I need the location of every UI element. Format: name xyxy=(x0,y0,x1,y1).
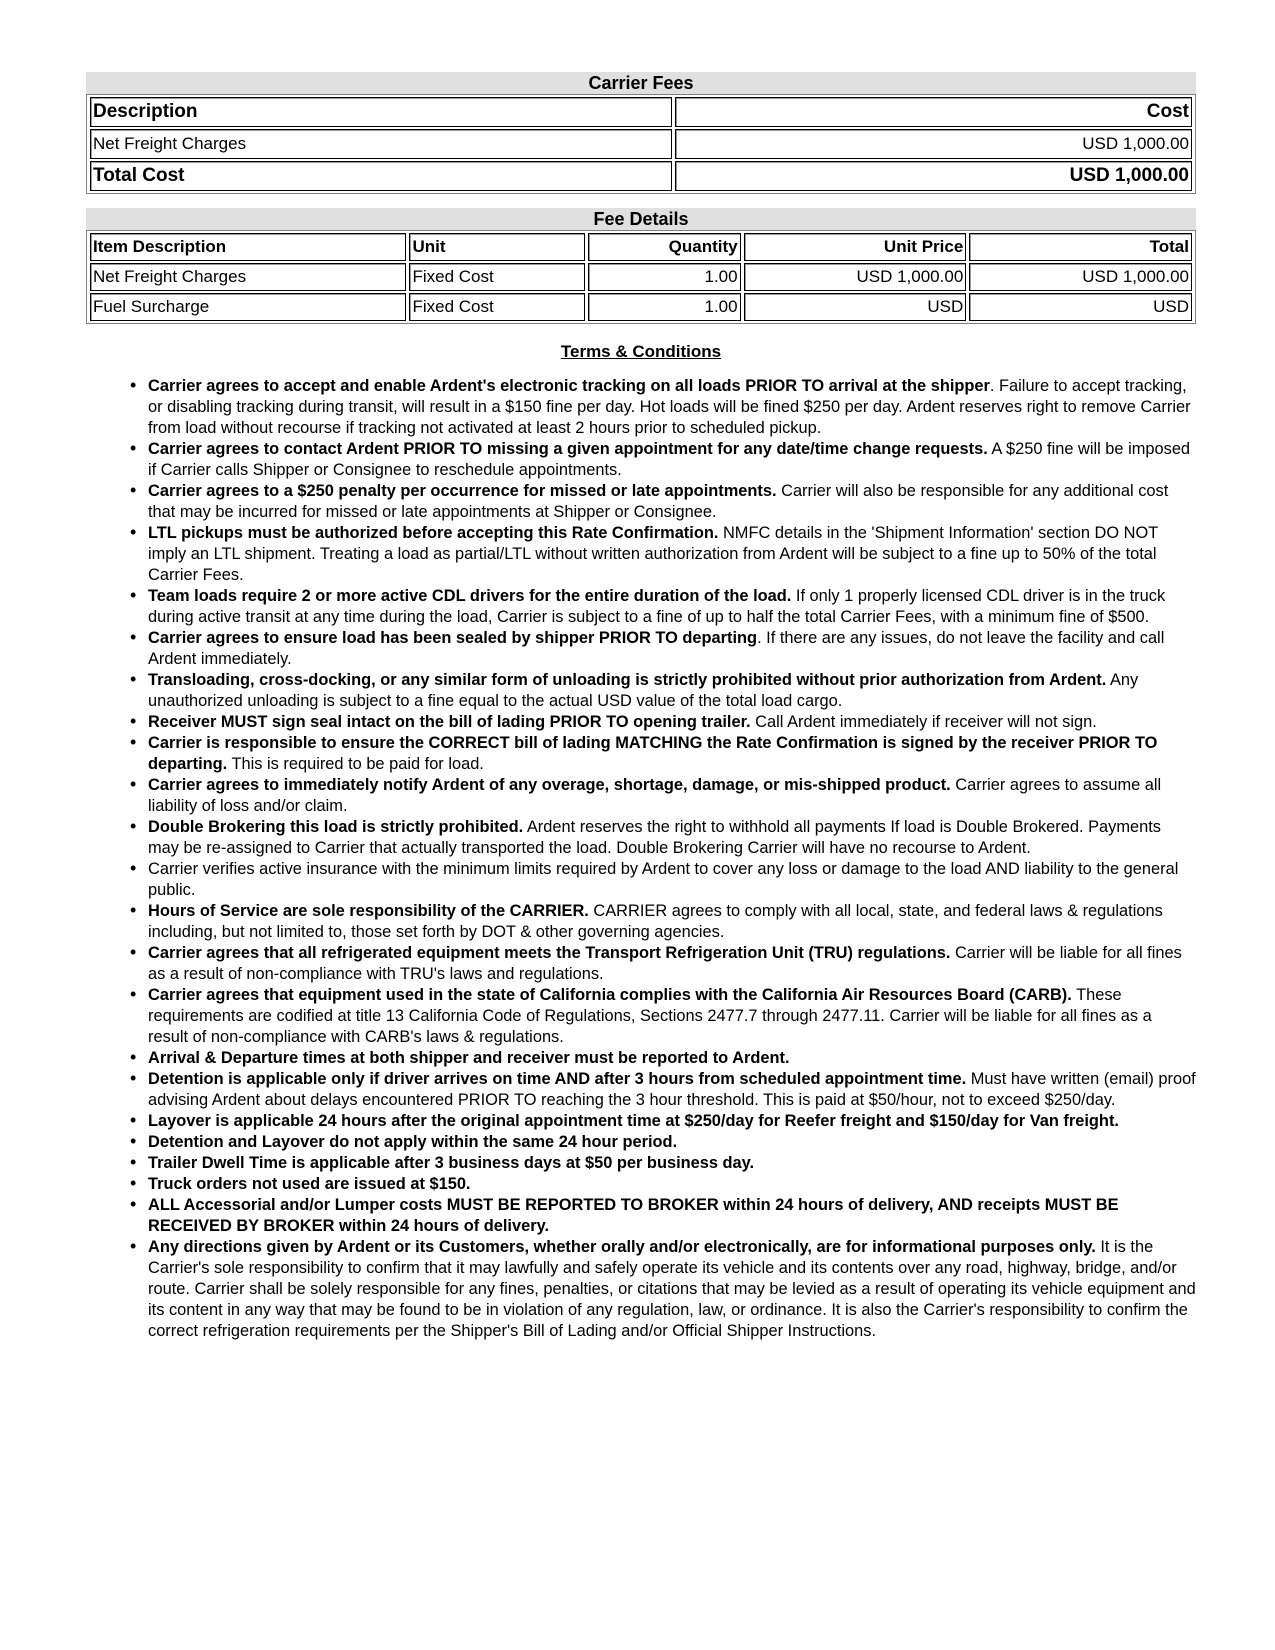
term-emphasis: Carrier agrees to a $250 penalty per occurrence for missed or late appointments. xyxy=(148,482,777,500)
term-emphasis: Trailer Dwell Time is applicable after 3 business days at $50 per business day. xyxy=(148,1154,755,1172)
list-item xyxy=(148,523,1196,586)
column-header-item-description: Item Description xyxy=(90,233,406,261)
unit-cell: Fixed Cost xyxy=(409,293,585,321)
term-emphasis: Any directions given by Ardent or its Customers, whether orally and/or electronically, are for informational purposes only. xyxy=(148,1238,1096,1256)
table-row xyxy=(90,129,1192,159)
term-emphasis: Arrival & Departure times at both shipper and receiver must be reported to Ardent. xyxy=(148,1049,790,1067)
list-item xyxy=(148,1237,1196,1342)
term-text: Ardent reserves the right to withhold all payments If load is Double Brokered. Payments may be re-assigned to Carrier that actually transported the load. Double Brokering Carrier will have no recourse to Ardent. xyxy=(148,818,1161,857)
unit-cell: Fixed Cost xyxy=(409,263,585,291)
total-cell: USD xyxy=(969,293,1192,321)
term-emphasis: Hours of Service are sole responsibility of the CARRIER. xyxy=(148,902,589,920)
term-emphasis: Receiver MUST sign seal intact on the bill of lading PRIOR TO opening trailer. xyxy=(148,713,751,731)
term-text: Call Ardent immediately if receiver will not sign. xyxy=(750,713,1097,731)
list-item xyxy=(148,1069,1196,1111)
term-emphasis: Transloading, cross-docking, or any similar form of unloading is strictly prohibited without prior authorization from Ardent. xyxy=(148,671,1107,689)
table-header-row xyxy=(90,97,1192,127)
term-emphasis: Team loads require 2 or more active CDL drivers for the entire duration of the load. xyxy=(148,587,792,605)
unit-price-cell: USD xyxy=(744,293,967,321)
list-item xyxy=(148,985,1196,1048)
column-header-unit: Unit xyxy=(409,233,585,261)
carrier-fees-table xyxy=(86,94,1196,194)
list-item xyxy=(148,775,1196,817)
term-text: This is required to be paid for load. xyxy=(227,755,484,773)
total-row xyxy=(90,161,1192,191)
table-row xyxy=(90,263,1192,291)
term-text: Carrier will also be responsible for any additional cost that may be incurred for missed or late appointments at Shipper or Consignee. xyxy=(148,482,1169,521)
fee-details-table xyxy=(86,230,1196,324)
term-emphasis: Carrier agrees to accept and enable Ardent's electronic tracking on all loads PRIOR TO arrival at the shipper xyxy=(148,377,990,395)
term-emphasis: Carrier agrees to ensure load has been sealed by shipper PRIOR TO departing xyxy=(148,629,758,647)
column-header-cost: Cost xyxy=(675,97,1192,127)
term-text: These requirements are codified at title 13 California Code of Regulations, Sections 2477.7 through 2477.11. Carrier will be liable for all fines as a result of non-compliance with CARB's laws & regulations. xyxy=(148,986,1152,1046)
term-text: It is the Carrier's sole responsibility to confirm that it may lawfully and safely operate its vehicle and its contents over any road, highway, bridge, and/or route. Carrier shall be solely responsible for any fines, penalties, or citations that may be levied as a result of operating its vehicle equipment and its content in any way that may be found to be in violation of any regulation, law, or ordinance. It is also the Carrier's responsibility to confirm the correct refrigeration requirements per the Shipper's Bill of Lading and/or Official Shipper Instructions. xyxy=(148,1238,1196,1340)
term-emphasis: Carrier agrees to immediately notify Ardent of any overage, shortage, damage, or mis-shipped product. xyxy=(148,776,951,794)
column-header-description: Description xyxy=(90,97,672,127)
quantity-cell: 1.00 xyxy=(588,263,740,291)
term-emphasis: Double Brokering this load is strictly prohibited. xyxy=(148,818,524,836)
term-emphasis: LTL pickups must be authorized before accepting this Rate Confirmation. xyxy=(148,524,719,542)
total-label: Total Cost xyxy=(90,161,672,191)
list-item xyxy=(148,628,1196,670)
list-item xyxy=(148,859,1196,901)
terms-title: Terms & Conditions xyxy=(560,342,722,361)
table-header-row xyxy=(90,233,1192,261)
list-item xyxy=(148,817,1196,859)
column-header-unit-price: Unit Price xyxy=(744,233,967,261)
list-item xyxy=(148,1048,1196,1069)
column-header-quantity: Quantity xyxy=(588,233,740,261)
term-text: Carrier will be liable for all fines as a result of non-compliance with TRU's laws and regulations. xyxy=(148,944,1182,983)
term-text: If only 1 properly licensed CDL driver is in the truck during active transit at any time during the load, Carrier is subject to a fine of up to half the total Carrier Fees, with a minimum fine of $500. xyxy=(148,587,1166,626)
quantity-cell: 1.00 xyxy=(588,293,740,321)
term-emphasis: Carrier is responsible to ensure the CORRECT bill of lading MATCHING the Rate Confirmation is signed by the receiver PRIOR TO departing. xyxy=(148,734,1158,773)
list-item xyxy=(148,439,1196,481)
term-text: A $250 fine will be imposed if Carrier calls Shipper or Consignee to reschedule appointments. xyxy=(148,440,1191,479)
fee-cost-cell: USD 1,000.00 xyxy=(675,129,1192,159)
term-text: Any unauthorized unloading is subject to a fine equal to the actual USD value of the total load cargo. xyxy=(148,671,1139,710)
term-emphasis: Carrier agrees to contact Ardent PRIOR TO missing a given appointment for any date/time change requests. xyxy=(148,440,988,458)
table-row xyxy=(90,293,1192,321)
term-emphasis: Layover is applicable 24 hours after the original appointment time at $250/day for Reefer freight and $150/day for Van freight. xyxy=(148,1112,1119,1130)
list-item xyxy=(148,586,1196,628)
term-text: CARRIER agrees to comply with all local, state, and federal laws & regulations including, but not limited to, those set forth by DOT & other governing agencies. xyxy=(148,902,1163,941)
list-item xyxy=(148,1153,1196,1174)
list-item xyxy=(148,1174,1196,1195)
term-text: Must have written (email) proof advising Ardent about delays encountered PRIOR TO reaching the 3 hour threshold. This is paid at $50/hour, not to exceed $250/day. xyxy=(148,1070,1196,1109)
list-item xyxy=(148,481,1196,523)
list-item xyxy=(148,712,1196,733)
term-text: . Failure to accept tracking, or disabling tracking during transit, will result in a $150 fine per day. Hot loads will be fined $250 per day. Ardent reserves right to remove Carrier from load without recourse if tracking not activated at least 2 hours prior to scheduled pickup. xyxy=(148,377,1191,437)
list-item xyxy=(148,901,1196,943)
list-item xyxy=(148,1132,1196,1153)
term-emphasis: Detention is applicable only if driver arrives on time AND after 3 hours from scheduled appointment time. xyxy=(148,1070,967,1088)
list-item xyxy=(148,1195,1196,1237)
term-text: NMFC details in the 'Shipment Information' section DO NOT imply an LTL shipment. Treating a load as partial/LTL without written authorization from Ardent will be subject to a fine up to 50% of the total Carrier Fees. xyxy=(148,524,1158,584)
term-emphasis: Carrier agrees that equipment used in the state of California complies with the California Air Resources Board (CARB). xyxy=(148,986,1072,1004)
total-value: USD 1,000.00 xyxy=(675,161,1192,191)
list-item xyxy=(148,733,1196,775)
term-emphasis: Carrier agrees that all refrigerated equipment meets the Transport Refrigeration Unit (TRU) regulations. xyxy=(148,944,951,962)
fee-description-cell: Net Freight Charges xyxy=(90,129,672,159)
term-text: . If there are any issues, do not leave the facility and call Ardent immediately. xyxy=(148,629,1165,668)
document-page xyxy=(86,72,1196,1342)
unit-price-cell: USD 1,000.00 xyxy=(744,263,967,291)
term-text: Carrier agrees to assume all liability of loss and/or claim. xyxy=(148,776,1162,815)
term-emphasis: Truck orders not used are issued at $150. xyxy=(148,1175,471,1193)
term-emphasis: Detention and Layover do not apply within the same 24 hour period. xyxy=(148,1133,678,1151)
list-item xyxy=(148,1111,1196,1132)
list-item xyxy=(148,670,1196,712)
list-item xyxy=(148,376,1196,439)
terms-list xyxy=(86,376,1196,1342)
carrier-fees-title: Carrier Fees xyxy=(86,72,1196,94)
list-item xyxy=(148,943,1196,985)
item-description-cell: Net Freight Charges xyxy=(90,263,406,291)
term-text: Carrier verifies active insurance with the minimum limits required by Ardent to cover any loss or damage to the load AND liability to the general public. xyxy=(148,860,1179,899)
fee-details-title: Fee Details xyxy=(86,208,1196,230)
column-header-total: Total xyxy=(969,233,1192,261)
total-cell: USD 1,000.00 xyxy=(969,263,1192,291)
item-description-cell: Fuel Surcharge xyxy=(90,293,406,321)
term-emphasis: ALL Accessorial and/or Lumper costs MUST BE REPORTED TO BROKER within 24 hours of delivery, AND receipts MUST BE RECEIVED BY BROKER within 24 hours of delivery. xyxy=(148,1196,1119,1235)
